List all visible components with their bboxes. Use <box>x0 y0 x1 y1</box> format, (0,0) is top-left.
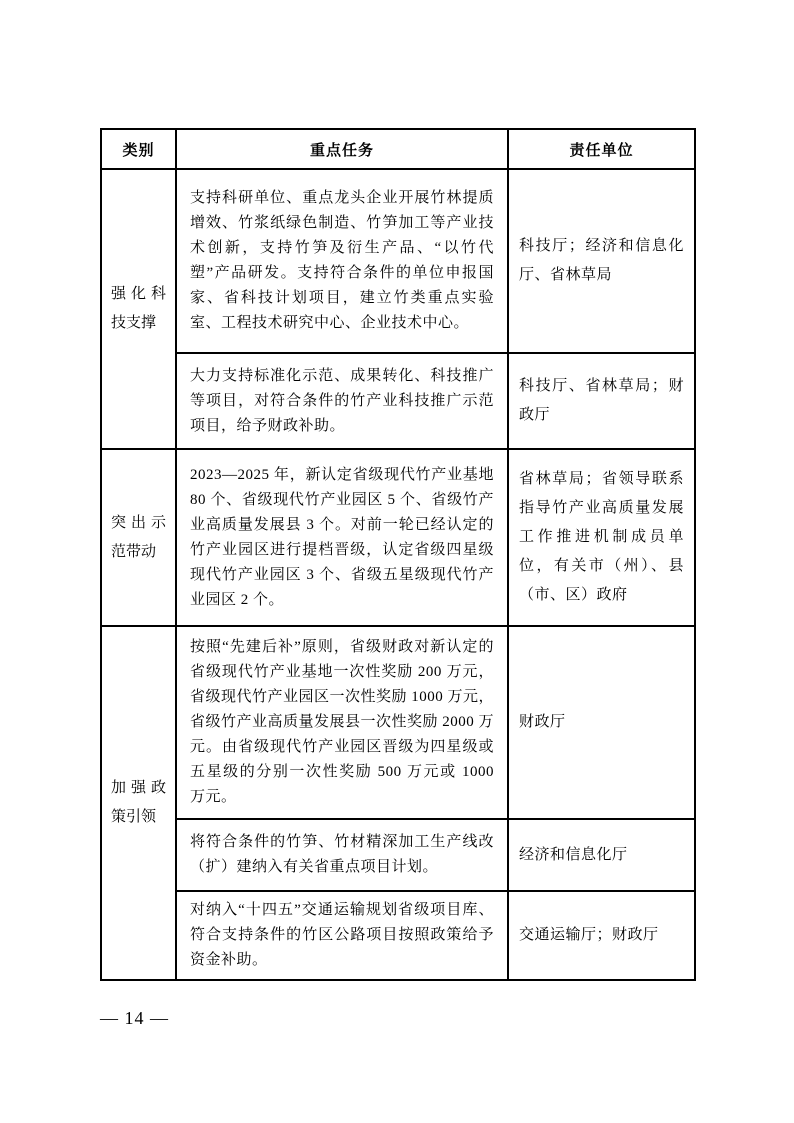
table-row <box>101 449 695 626</box>
key-tasks-table <box>100 128 696 981</box>
task-cell: 对纳入“十四五”交通运输规划省级项目库、符合支持条件的竹区公路项目按照政策给予资金补助。 <box>176 891 508 980</box>
task-cell: 按照“先建后补”原则，省级财政对新认定的省级现代竹产业基地一次性奖励 200 万元，省级现代竹产业园区一次性奖励 1000 万元，省级竹产业高质量发展县一次性奖励 2000 万元。由省级现代竹产业园区晋级为四星级或五星级的分别一次性奖励 500 万元或 1000 万元。 <box>176 626 508 819</box>
task-cell: 支持科研单位、重点龙头企业开展竹林提质增效、竹浆纸绿色制造、竹笋加工等产业技术创新，支持竹笋及衍生产品、“以竹代塑”产品研发。支持符合条件的单位申报国家、省科技计划项目，建立竹类重点实验室、工程技术研究中心、企业技术中心。 <box>176 169 508 353</box>
header-responsible-unit: 责任单位 <box>508 129 695 169</box>
category-cell: 强化科技支撑 <box>101 169 176 449</box>
table-row <box>101 819 695 891</box>
unit-cell: 交通运输厅；财政厅 <box>508 891 695 980</box>
table-body <box>101 169 695 980</box>
table-row <box>101 353 695 449</box>
unit-cell: 科技厅、省林草局；财政厅 <box>508 353 695 449</box>
category-cell: 加强政策引领 <box>101 626 176 980</box>
header-key-tasks: 重点任务 <box>176 129 508 169</box>
table-row <box>101 891 695 980</box>
table-row <box>101 169 695 353</box>
task-cell: 大力支持标准化示范、成果转化、科技推广等项目，对符合条件的竹产业科技推广示范项目，给予财政补助。 <box>176 353 508 449</box>
page-number: — 14 — <box>100 1008 169 1028</box>
task-cell: 将符合条件的竹笋、竹材精深加工生产线改（扩）建纳入有关省重点项目计划。 <box>176 819 508 891</box>
category-cell: 突出示范带动 <box>101 449 176 626</box>
unit-cell: 省林草局；省领导联系指导竹产业高质量发展工作推进机制成员单位，有关市（州）、县（市、区）政府 <box>508 449 695 626</box>
table-header-row <box>101 129 695 169</box>
table-row <box>101 626 695 819</box>
task-cell: 2023—2025 年，新认定省级现代竹产业基地 80 个、省级现代竹产业园区 5 个、省级竹产业高质量发展县 3 个。对前一轮已经认定的竹产业园区进行提档晋级，认定省级四星级现代竹产业园区 3 个、省级五星级现代竹产业园区 2 个。 <box>176 449 508 626</box>
unit-cell: 经济和信息化厅 <box>508 819 695 891</box>
unit-cell: 财政厅 <box>508 626 695 819</box>
header-category: 类别 <box>101 129 176 169</box>
unit-cell: 科技厅；经济和信息化厅、省林草局 <box>508 169 695 353</box>
